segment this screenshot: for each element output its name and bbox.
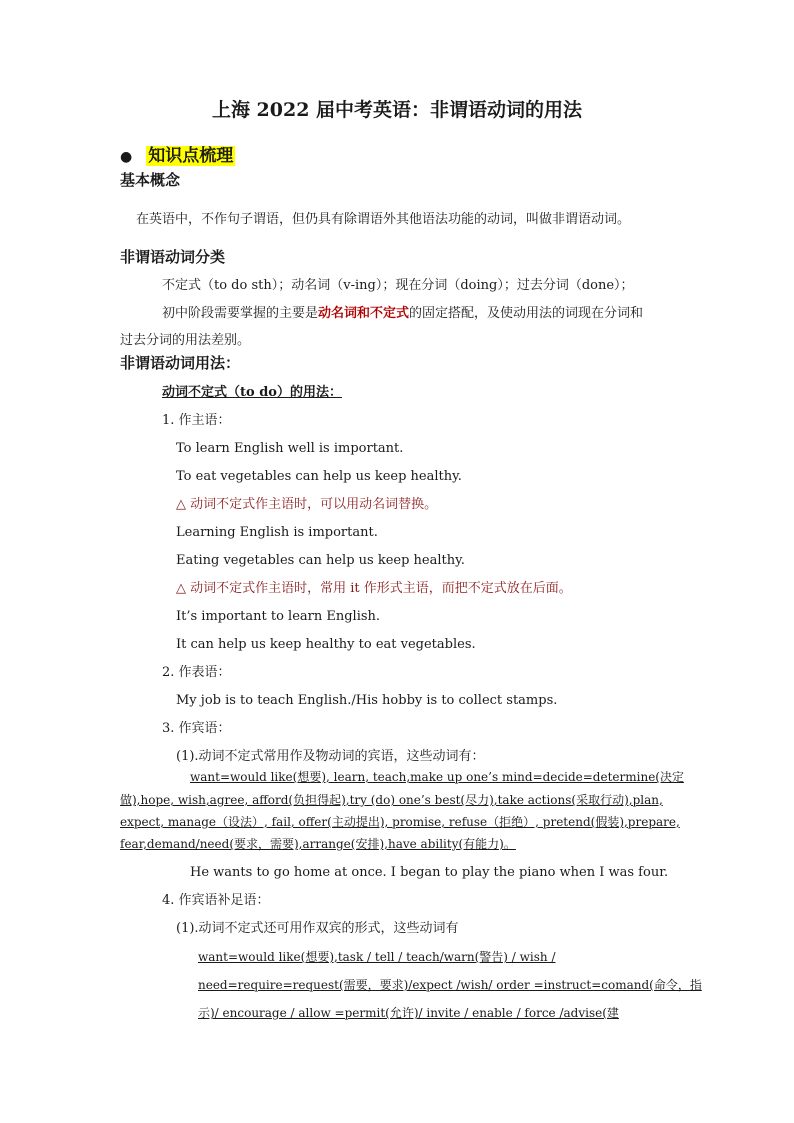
classify-line-3: 过去分词的用法差别。	[120, 333, 251, 348]
classify-line-1: 不定式（to do sth）；动名词（v-ing）；现在分词（doing）；过去分词（done）；	[162, 278, 634, 293]
point-3-verb-list-3: expect, manage（设法）, fail, offer(主动提出), promise, refuse（拒绝）, pretend(假装),prepare,	[120, 815, 680, 829]
point-1-label: 1. 作主语：	[162, 413, 231, 428]
point-3-label: 3. 作宾语：	[162, 721, 231, 736]
note-1: △ 动词不定式作主语时，可以用动名词替换。	[176, 497, 438, 512]
point-3-verb-list-4: fear,demand/need(要求，需要),arrange(安排),have ability(有能力)。	[120, 837, 516, 851]
example-5: It’s important to learn English.	[176, 609, 381, 624]
classify-line-2-post: 的固定搭配，及使动用法的词现在分词和	[409, 306, 644, 321]
example-6: It can help us keep healthy to eat vegetables.	[176, 637, 476, 652]
classify-heading: 非谓语动词分类	[120, 248, 226, 266]
point-3-sub: (1).动词不定式常用作及物动词的宾语，这些动词有：	[176, 749, 485, 764]
example-3: Learning English is important.	[176, 525, 378, 540]
point-3-verb-list-2: 做),hope, wish,agree, afford(负担得起),try (do) one’s best(尽力),take actions(采取行动),plan,	[120, 793, 663, 807]
example-7: My job is to teach English./His hobby is to collect stamps.	[176, 693, 558, 708]
classify-highlight: 动名词和不定式	[318, 306, 410, 321]
classify-line-2-pre: 初中阶段需要掌握的主要是	[162, 306, 319, 321]
point-4-verb-list-3: 示)/ encourage / allow =permit(允许)/ invite / enable / force /advise(建	[198, 1006, 619, 1020]
point-4-verb-list-1: want=would like(想要),task / tell / teach/warn(警告) / wish /	[198, 950, 556, 964]
usage-heading: 非谓语动词用法：	[120, 354, 241, 372]
example-4: Eating vegetables can help us keep healthy.	[176, 553, 465, 568]
section-label: 知识点梳理	[148, 146, 234, 166]
point-4-label: 4. 作宾语补足语：	[162, 893, 270, 908]
example-2: To eat vegetables can help us keep healthy.	[176, 469, 462, 484]
point-4-verb-list-2: need=require=request(需要，要求)/expect /wish/ order =instruct=comand(命令，指	[198, 978, 702, 992]
basic-heading: 基本概念	[120, 171, 181, 189]
usage-subheading: 动词不定式（to do）的用法：	[162, 385, 342, 400]
example-1: To learn English well is important.	[176, 441, 404, 456]
example-8: He wants to go home at once. I began to play the piano when I was four.	[190, 865, 669, 880]
point-2-label: 2. 作表语：	[162, 665, 231, 680]
bullet-icon: ●	[120, 149, 133, 165]
point-4-sub: (1).动词不定式还可用作双宾的形式，这些动词有	[176, 921, 459, 936]
note-2: △ 动词不定式作主语时，常用 it 作形式主语，而把不定式放在后面。	[176, 581, 572, 596]
page-title: 上海 2022 届中考英语：非谓语动词的用法	[211, 99, 583, 121]
basic-text: 在英语中，不作句子谓语，但仍具有除谓语外其他语法功能的动词，叫做非谓语动词。	[136, 212, 631, 227]
point-3-verb-list-1: want=would like(想要), learn, teach,make up one’s mind=decide=determine(决定	[190, 770, 684, 784]
section-heading	[120, 145, 235, 169]
classify-line-2	[162, 306, 643, 322]
